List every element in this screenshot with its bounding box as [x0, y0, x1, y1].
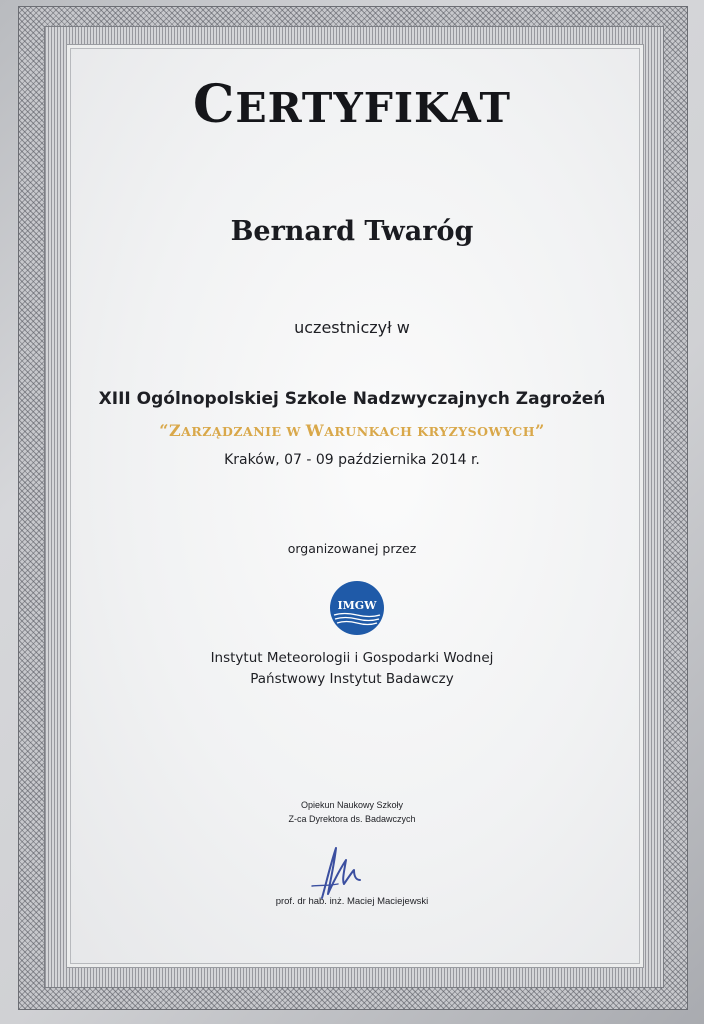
- organized-by-text: organizowanej przez: [287, 541, 417, 556]
- institute-subtitle: Państwowy Instytut Badawczy: [250, 671, 454, 687]
- certificate-title: [0, 74, 704, 135]
- motto-part1: ARZĄDZANIE W: [181, 424, 306, 439]
- supervisor-position: Z-ca Dyrektora ds. Badawczych: [288, 814, 416, 824]
- motto-close: ”: [535, 421, 545, 440]
- title-rest: ERTYFIKAT: [235, 84, 512, 132]
- motto-open: “Z: [159, 421, 182, 440]
- place-and-date: Kraków, 07 - 09 października 2014 r.: [224, 452, 480, 468]
- supervisor-title: Opiekun Naukowy Szkoły: [300, 800, 404, 810]
- motto-w: W: [305, 421, 325, 440]
- event-motto: [0, 421, 704, 440]
- participated-text: uczestniczył w: [294, 318, 410, 337]
- signer-name: prof. dr hab. inż. Maciej Maciejewski: [275, 896, 429, 907]
- institute-name: Instytut Meteorologii i Gospodarki Wodnej: [210, 650, 494, 666]
- certificate-paper: [66, 44, 644, 968]
- event-name: XIII Ogólnopolskiej Szkole Nadzwyczajnych Zagrożeń: [98, 389, 606, 409]
- motto-part2: ARUNKACH KRYZYSOWYCH: [324, 424, 536, 439]
- title-first-letter: C: [192, 74, 236, 135]
- imgw-logo: [328, 579, 386, 637]
- logo-letters: IMGW: [337, 599, 377, 612]
- recipient-name: Bernard Twaróg: [230, 216, 474, 247]
